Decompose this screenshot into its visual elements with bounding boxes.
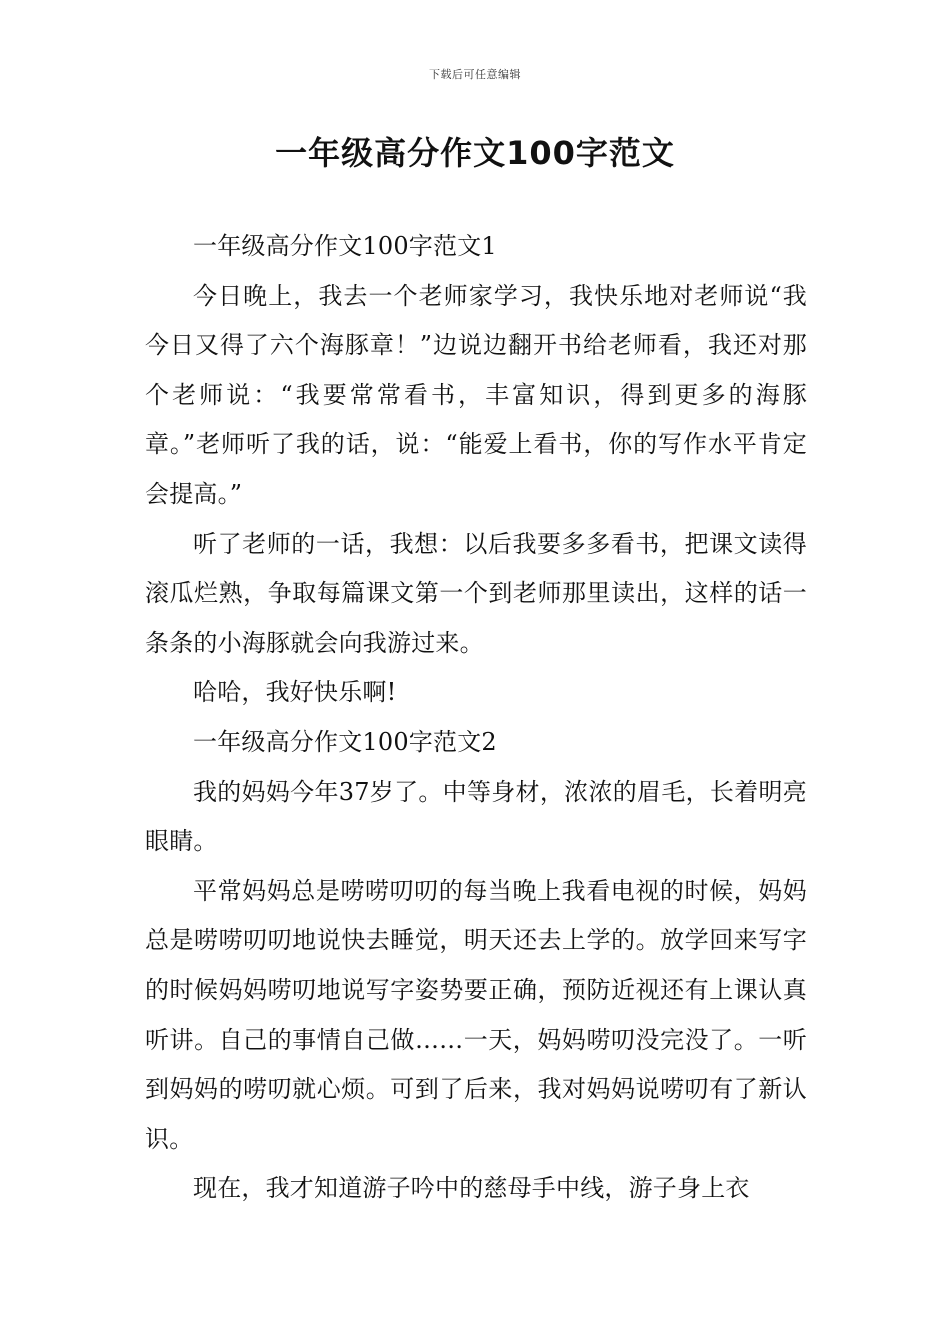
- document-body: [145, 222, 807, 1214]
- body-paragraph: 平常妈妈总是唠唠叨叨的每当晚上我看电视的时候，妈妈总是唠唠叨叨地说快去睡觉，明天还去上学的。放学回来写字的时候妈妈唠叨地说写字姿势要正确，预防近视还有上课认真听讲。自己的事情自己做……一天，妈妈唠叨没完没了。一听到妈妈的唠叨就心烦。可到了后来，我对妈妈说唠叨有了新认识。: [145, 876, 807, 1153]
- section-heading-1: 一年级高分作文100字范文1: [193, 232, 497, 260]
- body-paragraph: 听了老师的一话，我想：以后我要多多看书，把课文读得滚瓜烂熟，争取每篇课文第一个到老师那里读出，这样的话一条条的小海豚就会向我游过来。: [145, 529, 807, 657]
- body-paragraph: 今日晚上，我去一个老师家学习，我快乐地对老师说“我今日又得了六个海豚章！”边说边翻开书给老师看，我还对那个老师说：“我要常常看书，丰富知识，得到更多的海豚章。”老师听了我的话，说：“能爱上看书，你的写作水平肯定会提高。”: [145, 281, 807, 508]
- section-heading-2: 一年级高分作文100字范文2: [193, 727, 497, 756]
- body-paragraph: 现在，我才知道游子吟中的慈母手中线，游子身上衣: [193, 1174, 750, 1203]
- document-title: 一年级高分作文100字范文: [275, 134, 675, 172]
- body-paragraph: 哈哈，我好快乐啊!: [193, 678, 397, 707]
- body-paragraph: 我的妈妈今年37岁了。中等身材，浓浓的眉毛，长着明亮眼睛。: [145, 777, 807, 856]
- header-note: 下载后可任意编辑: [429, 68, 521, 81]
